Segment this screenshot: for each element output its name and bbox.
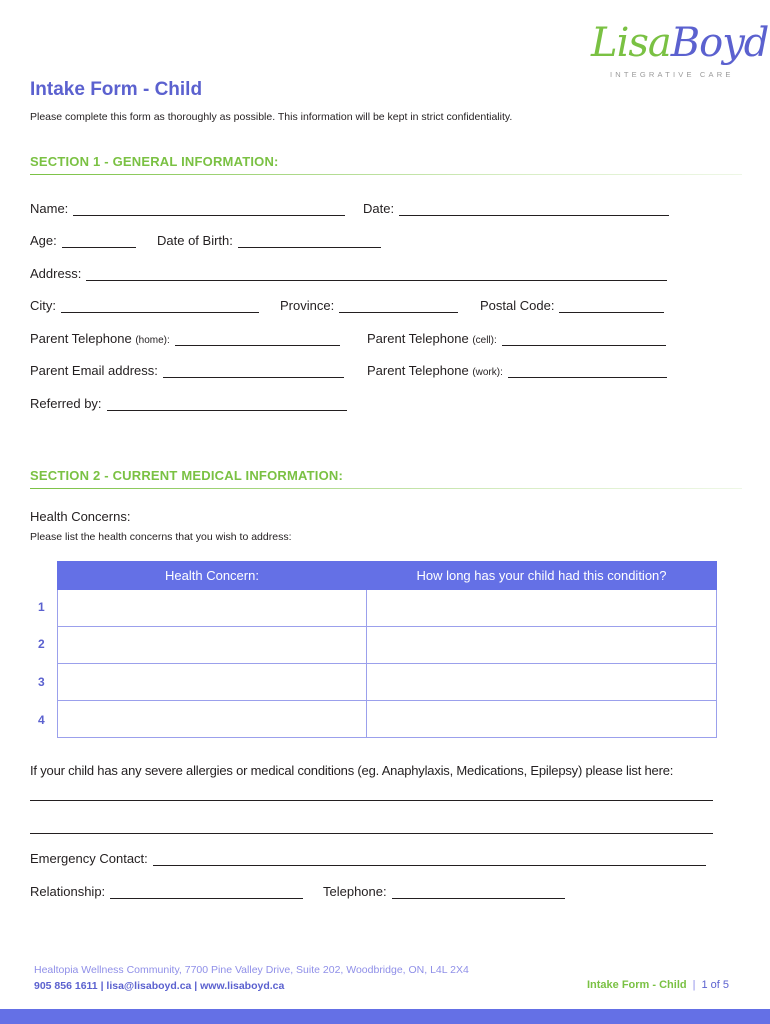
dob-label: Date of Birth: <box>157 233 233 248</box>
row-number: 1 <box>38 600 45 614</box>
section1-title: SECTION 1 - GENERAL INFORMATION: <box>30 154 279 169</box>
parent-tel-cell-label <box>367 331 497 346</box>
health-concerns-label: Health Concerns: <box>30 509 131 524</box>
name-field[interactable] <box>30 201 345 216</box>
name-label: Name: <box>30 201 69 216</box>
parent-tel-text: Parent Telephone <box>367 363 469 378</box>
parent-tel-home-line[interactable] <box>175 331 340 346</box>
address-field[interactable] <box>30 266 667 281</box>
province-field[interactable] <box>280 298 458 313</box>
dob-field[interactable] <box>157 233 381 248</box>
telephone-field[interactable] <box>323 884 565 899</box>
city-label: City: <box>30 298 56 313</box>
age-label: Age: <box>30 233 57 248</box>
telephone-line[interactable] <box>392 884 565 899</box>
province-line[interactable] <box>339 298 458 313</box>
table-row <box>58 664 717 701</box>
health-concern-cell[interactable] <box>58 664 367 701</box>
work-qualifier: (work): <box>472 367 503 378</box>
home-qualifier: (home): <box>135 335 170 346</box>
health-concern-cell[interactable] <box>58 701 367 738</box>
emergency-contact-label: Emergency Contact: <box>30 851 148 866</box>
row-number: 4 <box>38 713 45 727</box>
relationship-line[interactable] <box>110 884 303 899</box>
logo-name-boyd: Boyd <box>670 20 769 66</box>
logo-name-lisa: Lisa <box>591 20 671 66</box>
duration-cell[interactable] <box>367 590 717 627</box>
referred-by-field[interactable] <box>30 396 347 411</box>
health-concerns-instructions: Please list the health concerns that you wish to address: <box>30 531 292 543</box>
footer-address: Healtopia Wellness Community, 7700 Pine Valley Drive, Suite 202, Woodbridge, ON, L4L 2X4 <box>34 964 469 976</box>
parent-email-line[interactable] <box>163 363 344 378</box>
parent-email-label: Parent Email address: <box>30 363 158 378</box>
parent-tel-home-field[interactable] <box>30 331 340 346</box>
cell-qualifier: (cell): <box>472 335 497 346</box>
date-field[interactable] <box>363 201 669 216</box>
health-concerns-table <box>57 561 717 738</box>
postal-code-label: Postal Code: <box>480 298 555 313</box>
postal-code-line[interactable] <box>559 298 664 313</box>
relationship-field[interactable] <box>30 884 303 899</box>
parent-tel-work-line[interactable] <box>508 363 667 378</box>
age-line[interactable] <box>62 233 136 248</box>
bottom-bar <box>0 1009 770 1024</box>
date-label: Date: <box>363 201 395 216</box>
section2-title: SECTION 2 - CURRENT MEDICAL INFORMATION: <box>30 468 344 483</box>
referred-by-label: Referred by: <box>30 396 102 411</box>
row-number: 2 <box>38 637 45 651</box>
telephone-label: Telephone: <box>323 884 387 899</box>
footer-form-title: Intake Form - Child <box>586 979 687 991</box>
duration-cell[interactable] <box>367 701 717 738</box>
footer-separator: | <box>692 979 696 991</box>
table-header-health-concern: Health Concern: <box>58 562 367 590</box>
section1-divider <box>30 174 742 175</box>
page-title: Intake Form - Child <box>30 79 203 100</box>
health-concern-cell[interactable] <box>58 590 367 627</box>
age-field[interactable] <box>30 233 136 248</box>
emergency-contact-line[interactable] <box>153 851 706 866</box>
parent-tel-cell-line[interactable] <box>502 331 666 346</box>
table-row <box>58 627 717 664</box>
duration-cell[interactable] <box>367 664 717 701</box>
referred-by-line[interactable] <box>107 396 347 411</box>
dob-line[interactable] <box>238 233 381 248</box>
parent-tel-cell-field[interactable] <box>367 331 666 346</box>
table-header-duration: How long has your child had this condition? <box>367 562 717 590</box>
page-number: 1 of 5 <box>701 979 729 991</box>
city-field[interactable] <box>30 298 259 313</box>
relationship-label: Relationship: <box>30 884 106 899</box>
parent-tel-text: Parent Telephone <box>30 331 132 346</box>
row-number: 3 <box>38 675 45 689</box>
section2-divider <box>30 488 742 489</box>
duration-cell[interactable] <box>367 627 717 664</box>
address-line[interactable] <box>86 266 667 281</box>
city-line[interactable] <box>61 298 259 313</box>
allergies-line-1[interactable] <box>30 800 713 801</box>
parent-email-field[interactable] <box>30 363 344 378</box>
postal-code-field[interactable] <box>480 298 664 313</box>
date-line[interactable] <box>399 201 669 216</box>
address-label: Address: <box>30 266 82 281</box>
parent-tel-work-label <box>367 363 503 378</box>
parent-tel-work-field[interactable] <box>367 363 667 378</box>
logo <box>591 20 768 66</box>
table-row <box>58 701 717 738</box>
footer-contact: 905 856 1611 | lisa@lisaboyd.ca | www.lisaboyd.ca <box>34 980 285 992</box>
emergency-contact-field[interactable] <box>30 851 706 866</box>
health-concern-cell[interactable] <box>58 627 367 664</box>
logo-subtitle: INTEGRATIVE CARE <box>610 70 734 79</box>
parent-tel-home-label <box>30 331 170 346</box>
province-label: Province: <box>280 298 335 313</box>
intro-text: Please complete this form as thoroughly as possible. This information will be kept in strict confidentiality. <box>30 111 513 123</box>
parent-tel-text: Parent Telephone <box>367 331 469 346</box>
allergies-line-2[interactable] <box>30 833 713 834</box>
table-row <box>58 590 717 627</box>
footer-page-info <box>587 979 729 991</box>
allergies-label: If your child has any severe allergies or medical conditions (eg. Anaphylaxis, Medications, Epilepsy) please list here: <box>30 763 674 778</box>
name-line[interactable] <box>73 201 345 216</box>
